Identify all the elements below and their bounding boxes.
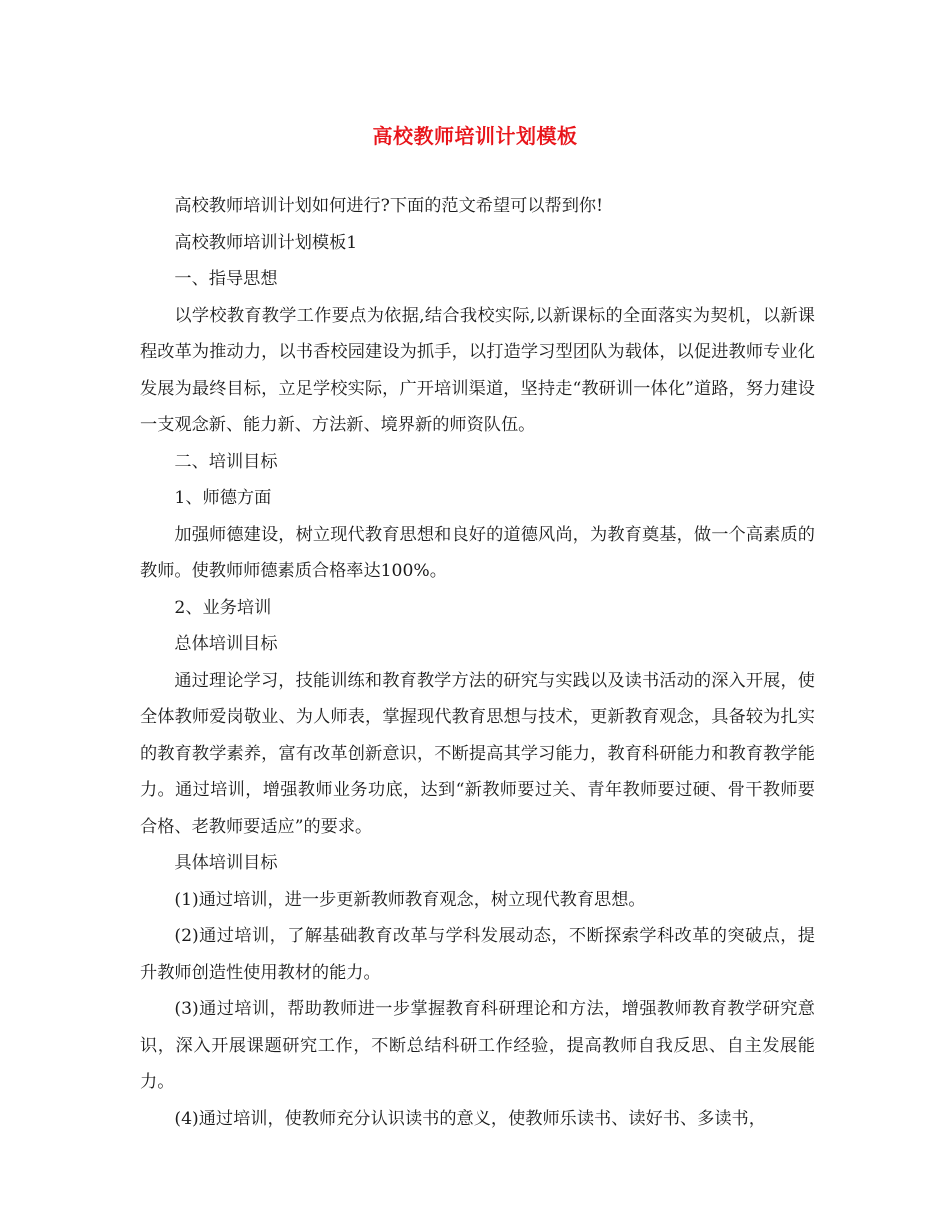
paragraph-overall-goals: 通过理论学习，技能训练和教育教学方法的研究与实践以及读书活动的深入开展，使全体教师爱岗敬业、为人师表，掌握现代教育思想与技术，更新教育观念，具备较为扎实的教育教学素养，富有改革创新意识，不断提高其学习能力，教育科研能力和教育教学能力。通过培训，增强教师业务功底，达到“新教师要过关、青年教师要过硬、骨干教师要合格、老教师要适应”的要求。: [140, 670, 815, 837]
section-heading-training-goals: 二、培训目标: [174, 451, 278, 472]
subheading-overall-goals: 总体培训目标: [174, 634, 278, 654]
paragraph-intro: 高校教师培训计划如何进行?下面的范文希望可以帮到你!: [174, 196, 604, 216]
document-body: [140, 188, 815, 1137]
subheading-business-training: 2、业务培训: [174, 597, 272, 618]
paragraph-goal-3: (3)通过培训，帮助教师进一步掌握教育科研理论和方法，增强教师教育教学研究意识，深入开展课题研究工作，不断总结科研工作经验，提高教师自我反思、自主发展能力。: [140, 999, 815, 1092]
section-heading-guiding-thought: 一、指导思想: [174, 269, 278, 289]
subheading-ethics: 1、师德方面: [174, 488, 272, 508]
paragraph-template-heading: 高校教师培训计划模板1: [174, 232, 358, 253]
paragraph-goal-1: (1)通过培训，进一步更新教师教育观念，树立现代教育思想。: [174, 889, 646, 910]
paragraph-goal-2: (2)通过培训，了解基础教育改革与学科发展动态，不断探索学科改革的突破点，提升教师创造性使用教材的能力。: [140, 926, 815, 983]
paragraph-ethics: 加强师德建设，树立现代教育思想和良好的道德风尚，为教育奠基，做一个高素质的教师。使教师师德素质合格率达100%。: [140, 524, 815, 581]
paragraph-guiding-thought: 以学校教育教学工作要点为依据,结合我校实际,以新课标的全面落实为契机，以新课程改革为推动力，以书香校园建设为抓手，以打造学习型团队为载体，以促进教师专业化发展为最终目标，立足学校实际，广开培训渠道，坚持走“教研训一体化”道路，努力建设一支观念新、能力新、方法新、境界新的师资队伍。: [140, 305, 815, 435]
document-title: 高校教师培训计划模板: [372, 124, 578, 148]
paragraph-goal-4: (4)通过培训，使教师充分认识读书的意义，使教师乐读书、读好书、多读书，: [174, 1108, 766, 1129]
subheading-specific-goals: 具体培训目标: [174, 853, 278, 873]
